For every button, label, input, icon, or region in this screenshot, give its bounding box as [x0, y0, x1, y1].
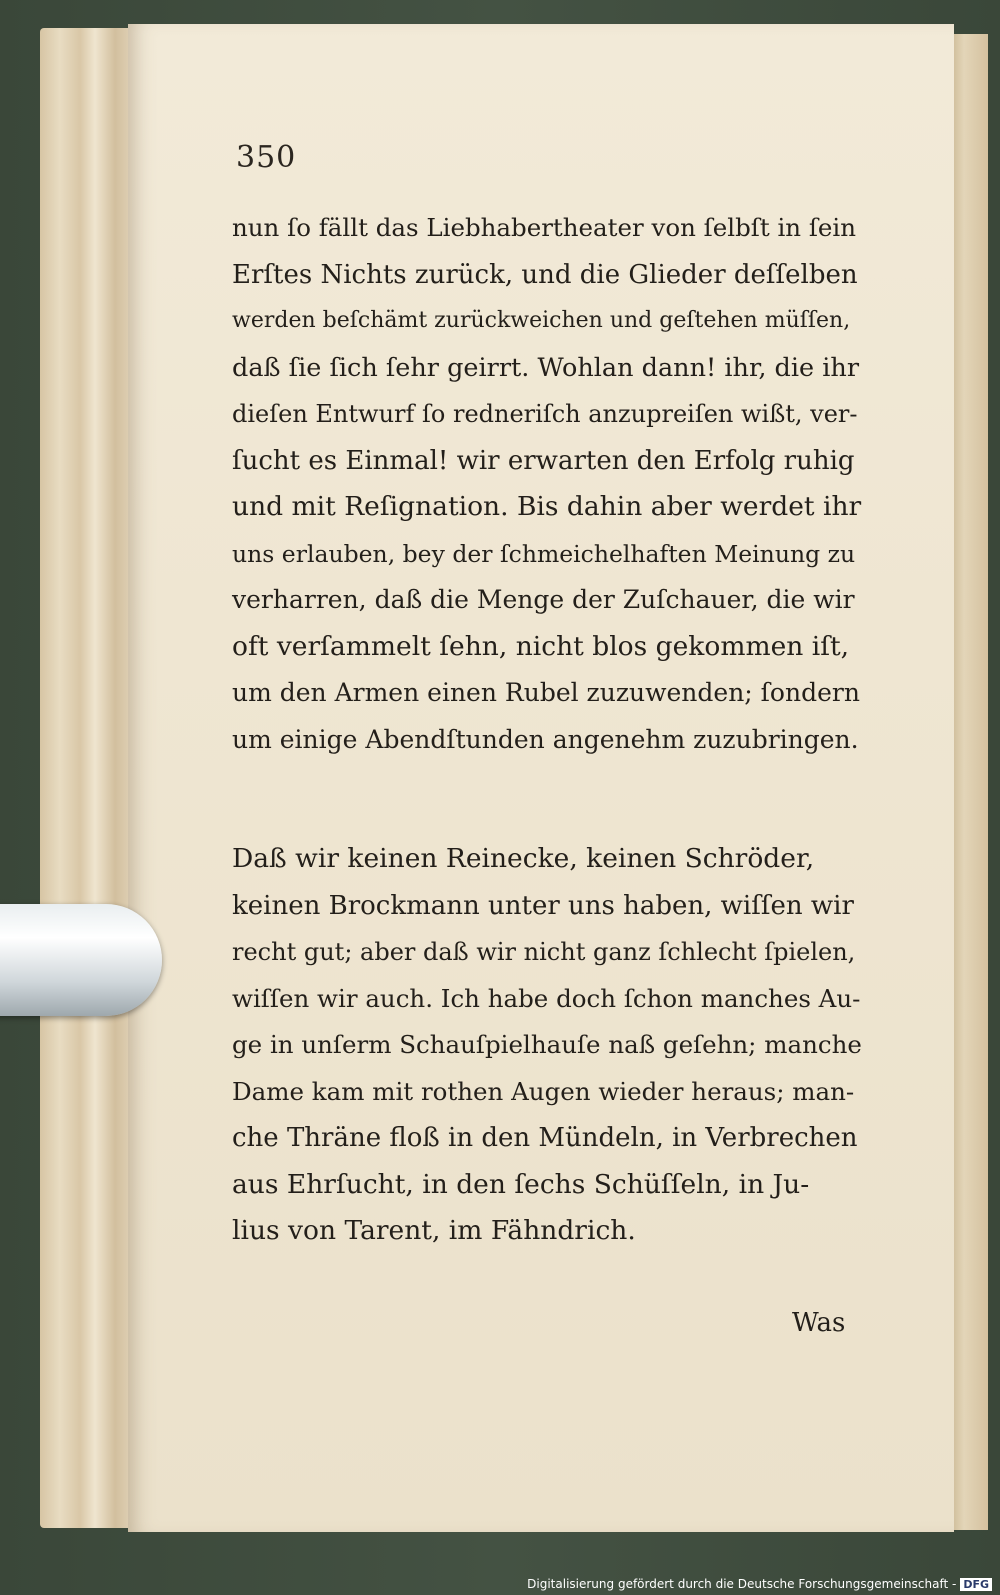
text-line: ſucht es Einmal! wir erwarten den Erfolg ruhig [232, 445, 855, 476]
text-line: uns erlauben, bey der ſchmeichelhaften Meinung zu [232, 539, 856, 568]
text-line: dieſen Entwurf ſo redneriſch anzupreiſen wißt, ver- [232, 400, 858, 428]
text-line: um einige Abendſtunden angenehm zuzubringen. [232, 724, 859, 754]
text-line: che Thräne floß in den Mündeln, in Verbrechen [232, 1123, 858, 1153]
text-line: ge in unſerm Schauſpielhauſe naß geſehn; manche [232, 1030, 862, 1059]
page-number: 350 [236, 140, 297, 175]
paragraph-2 [232, 836, 862, 1255]
text-line: recht gut; aber daß wir nicht ganz ſchlecht ſpielen, [232, 938, 856, 966]
text-line: werden beſchämt zurückweichen und geſtehen müſſen, [232, 308, 851, 333]
text-line: Daß wir keinen Reinecke, keinen Schröder, [232, 843, 815, 874]
digitization-footer [527, 1577, 992, 1591]
page-clip [0, 904, 162, 1016]
text-line: keinen Brockmann unter uns haben, wiſſen wir [232, 890, 854, 921]
text-line: oft verſammelt ſehn, nicht blos gekommen iſt, [232, 630, 850, 662]
text-line: aus Ehrſucht, in den ſechs Schüſſeln, in Ju- [232, 1168, 810, 1200]
dfg-logo: DFG [960, 1578, 992, 1591]
text-line: Dame kam mit rothen Augen wieder heraus; man- [232, 1076, 855, 1106]
text-line: verharren, daß die Menge der Zuſchauer, die wir [232, 585, 855, 614]
catchword: Was [792, 1308, 846, 1338]
page-edges-right [948, 34, 988, 1530]
text-line: wiſſen wir auch. Ich habe doch ſchon manches Au- [232, 983, 861, 1013]
text-line: daß ſie ſich ſehr geirrt. Wohlan dann! ihr, die ihr [232, 352, 860, 383]
text-line: um den Armen einen Rubel zuzuwenden; ſondern [232, 678, 860, 707]
footer-text: Digitalisierung gefördert durch die Deutsche Forschungsgemeinschaft - [527, 1577, 957, 1591]
text-line: Erſtes Nichts zurück, und die Glieder deſſelben [232, 259, 858, 290]
text-line: und mit Reſignation. Bis dahin aber werdet ihr [232, 491, 862, 522]
paragraph-1 [232, 205, 862, 763]
text-line: lius von Tarent, im Fähndrich. [232, 1215, 636, 1246]
text-line: nun ſo fällt das Liebhabertheater von ſelbſt in ſein [232, 213, 857, 242]
page-edges-left [40, 28, 140, 1528]
